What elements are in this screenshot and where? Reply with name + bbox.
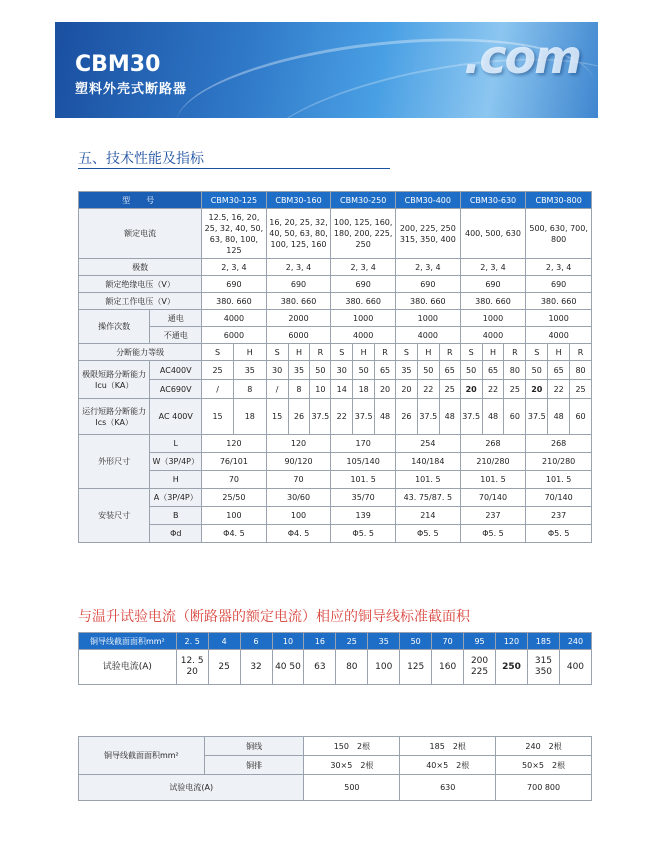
cell: 35 — [288, 361, 310, 380]
cell: R — [375, 344, 396, 361]
cell: 240 2根 — [496, 737, 592, 756]
header-model: CBM30-250 — [331, 192, 396, 209]
cell: 40×5 2根 — [400, 756, 496, 775]
section-title-underline — [78, 168, 390, 169]
spec-table — [78, 191, 592, 543]
cell: 4000 — [396, 327, 461, 344]
cell: S — [460, 344, 482, 361]
cell: 70/140 — [526, 489, 592, 507]
cell: / — [266, 380, 288, 399]
cell: 37.5 — [460, 399, 482, 435]
current-cell: 80 — [336, 650, 368, 685]
cell: 237 — [460, 507, 526, 525]
cell: 20 — [375, 380, 396, 399]
cell: 30 — [331, 361, 353, 380]
cell: H — [548, 344, 570, 361]
header-model-label: 型 号 — [79, 192, 202, 209]
cell: 60 — [570, 399, 592, 435]
current-cell: 200 225 — [464, 650, 496, 685]
area-cell: 70 — [432, 633, 464, 650]
busbar-current-row — [79, 775, 592, 801]
cell: 30 — [266, 361, 288, 380]
cell: 50 — [353, 361, 375, 380]
cell: 380. 660 — [526, 293, 592, 310]
cell: 100 — [266, 507, 331, 525]
cell: 200, 225, 250 315, 350, 400 — [396, 209, 461, 259]
cell: 380. 660 — [202, 293, 267, 310]
cell: 4000 — [526, 327, 592, 344]
mount-b-row — [79, 507, 592, 525]
cell: 500 — [304, 775, 400, 801]
cell: 70/140 — [460, 489, 526, 507]
cell: R — [504, 344, 526, 361]
cell: 500, 630, 700, 800 — [526, 209, 592, 259]
copper-area-table — [78, 632, 592, 685]
current-cell: 25 — [208, 650, 240, 685]
sub-label: B — [150, 507, 202, 525]
ics-row — [79, 399, 592, 435]
cell: 1000 — [526, 310, 592, 327]
cell: 22 — [482, 380, 504, 399]
cell: S — [266, 344, 288, 361]
cell: 380. 660 — [331, 293, 396, 310]
cell: 25 — [439, 380, 460, 399]
cell: 690 — [266, 276, 331, 293]
cell: 65 — [439, 361, 460, 380]
cell: 380. 660 — [460, 293, 526, 310]
row-label: 额定工作电压（V） — [79, 293, 202, 310]
current-cell: 40 50 — [272, 650, 304, 685]
cell: Φ5. 5 — [460, 525, 526, 543]
sub-label: L — [150, 435, 202, 453]
cell: 37.5 — [417, 399, 439, 435]
dim-l-row — [79, 435, 592, 453]
cell: 48 — [439, 399, 460, 435]
cell: 185 2根 — [400, 737, 496, 756]
header-banner — [55, 22, 598, 118]
cell: 100 — [202, 507, 267, 525]
sub-label: AC690V — [150, 380, 202, 399]
sub-label: A（3P/4P） — [150, 489, 202, 507]
cell: 25 — [202, 361, 234, 380]
current-cell: 160 — [432, 650, 464, 685]
cell: 80 — [504, 361, 526, 380]
product-subtitle: 塑料外壳式断路器 — [75, 82, 188, 97]
cell: 50 — [310, 361, 331, 380]
cell: 48 — [375, 399, 396, 435]
cell: 237 — [526, 507, 592, 525]
sub-label: H — [150, 471, 202, 489]
cell: H — [417, 344, 439, 361]
spec-header-row — [79, 192, 592, 209]
area-cell: 35 — [368, 633, 400, 650]
cell: 254 — [396, 435, 461, 453]
mount-d-row — [79, 525, 592, 543]
cell: 12.5, 16, 20, 25, 32, 40, 50, 63, 80, 100, 125 — [202, 209, 267, 259]
cell: 65 — [375, 361, 396, 380]
row-label: 极限短路分断能力Icu（KA） — [79, 361, 150, 399]
cell: H — [288, 344, 310, 361]
insulation-voltage-row — [79, 276, 592, 293]
cell: H — [233, 344, 266, 361]
cell: 214 — [396, 507, 461, 525]
cell: 268 — [460, 435, 526, 453]
cell: 4000 — [331, 327, 396, 344]
cell: 14 — [331, 380, 353, 399]
busbar-table — [78, 736, 592, 801]
cell: 25 — [504, 380, 526, 399]
cell: 120 — [202, 435, 267, 453]
cell: / — [202, 380, 234, 399]
cell: 700 800 — [496, 775, 592, 801]
cell: 26 — [396, 399, 418, 435]
busbar-area-label: 铜导线截面面积mm² — [79, 737, 205, 775]
operations-on-row — [79, 310, 592, 327]
cell: S — [526, 344, 548, 361]
section-title-copper: 与温升试验电流（断路器的额定电流）相应的铜导线标准截面积 — [78, 609, 470, 625]
cell: 25 — [570, 380, 592, 399]
cell: 2, 3, 4 — [266, 259, 331, 276]
cell: 50×5 2根 — [496, 756, 592, 775]
sub-label: 不通电 — [150, 327, 202, 344]
sub-label: Φd — [150, 525, 202, 543]
cell: 2000 — [266, 310, 331, 327]
current-cell: 125 — [400, 650, 432, 685]
area-cell: 50 — [400, 633, 432, 650]
row-label: 安装尺寸 — [79, 489, 150, 543]
cell: 630 — [400, 775, 496, 801]
current-cell: 100 — [368, 650, 400, 685]
row-label: 额定绝缘电压（V） — [79, 276, 202, 293]
header-model: CBM30-400 — [396, 192, 461, 209]
cell: 380. 660 — [396, 293, 461, 310]
cell: Φ5. 5 — [331, 525, 396, 543]
cell: 18 — [233, 399, 266, 435]
cell: 8 — [288, 380, 310, 399]
area-cell: 16 — [304, 633, 336, 650]
cell: S — [331, 344, 353, 361]
cell: 22 — [331, 399, 353, 435]
banner-logo-graphic: .com — [463, 30, 580, 84]
cell: 139 — [331, 507, 396, 525]
cell: 210/280 — [526, 453, 592, 471]
cell: H — [353, 344, 375, 361]
cell: 37.5 — [526, 399, 548, 435]
cell: 35 — [233, 361, 266, 380]
icu-ac690-row — [79, 380, 592, 399]
current-cell: 250 — [496, 650, 528, 685]
cell: 26 — [288, 399, 310, 435]
cell: S — [396, 344, 418, 361]
cell: 1000 — [331, 310, 396, 327]
cell: R — [310, 344, 331, 361]
cell: 690 — [526, 276, 592, 293]
mount-a-row — [79, 489, 592, 507]
cell: 101. 5 — [396, 471, 461, 489]
section-title-specs: 五、技术性能及指标 — [78, 151, 204, 167]
cell: 65 — [482, 361, 504, 380]
cell: 50 — [417, 361, 439, 380]
copper-current-row — [79, 650, 592, 685]
area-cell: 240 — [559, 633, 591, 650]
cell: 25/50 — [202, 489, 267, 507]
area-cell: 4 — [208, 633, 240, 650]
current-cell: 63 — [304, 650, 336, 685]
working-voltage-row — [79, 293, 592, 310]
cell: 690 — [396, 276, 461, 293]
cell: Φ4. 5 — [202, 525, 267, 543]
cell: 15 — [202, 399, 234, 435]
cell: 65 — [548, 361, 570, 380]
cell: 268 — [526, 435, 592, 453]
cell: R — [570, 344, 592, 361]
cell: 1000 — [396, 310, 461, 327]
product-model: CBM30 — [75, 52, 161, 77]
sub-label: 铜线 — [204, 737, 304, 756]
rated-current-row — [79, 209, 592, 259]
area-cell: 10 — [272, 633, 304, 650]
cell: Φ4. 5 — [266, 525, 331, 543]
cell: 20 — [396, 380, 418, 399]
current-cell: 315 350 — [527, 650, 559, 685]
cell: 43. 75/87. 5 — [396, 489, 461, 507]
breaking-level-row — [79, 344, 592, 361]
cell: 1000 — [460, 310, 526, 327]
cell: 4000 — [460, 327, 526, 344]
row-label: 运行短路分断能力Ics（KA） — [79, 399, 150, 435]
dim-w-row — [79, 453, 592, 471]
area-cell: 25 — [336, 633, 368, 650]
cell: 20 — [460, 380, 482, 399]
cell: 6000 — [266, 327, 331, 344]
cell: 15 — [266, 399, 288, 435]
sub-label: AC400V — [150, 361, 202, 380]
cell: 22 — [548, 380, 570, 399]
cell: 2, 3, 4 — [396, 259, 461, 276]
cell: 10 — [310, 380, 331, 399]
cell: 22 — [417, 380, 439, 399]
cell: 37.5 — [353, 399, 375, 435]
cell: 4000 — [202, 310, 267, 327]
cell: 170 — [331, 435, 396, 453]
cell: 30×5 2根 — [304, 756, 400, 775]
cell: 140/184 — [396, 453, 461, 471]
cell: 50 — [526, 361, 548, 380]
cell: 101. 5 — [460, 471, 526, 489]
copper-area-row — [79, 633, 592, 650]
cell: H — [482, 344, 504, 361]
header-model: CBM30-630 — [460, 192, 526, 209]
area-cell: 2. 5 — [176, 633, 208, 650]
area-cell: 6 — [240, 633, 272, 650]
cell: 210/280 — [460, 453, 526, 471]
header-model: CBM30-160 — [266, 192, 331, 209]
row-label: 分断能力等级 — [79, 344, 202, 361]
cell: 48 — [548, 399, 570, 435]
icu-ac400-row — [79, 361, 592, 380]
cell: 76/101 — [202, 453, 267, 471]
copper-area-label: 铜导线截面面积mm² — [79, 633, 177, 650]
cell: 690 — [331, 276, 396, 293]
poles-row — [79, 259, 592, 276]
sub-label: AC 400V — [150, 399, 202, 435]
cell: 690 — [460, 276, 526, 293]
cell: 70 — [266, 471, 331, 489]
header-model: CBM30-800 — [526, 192, 592, 209]
cell: 60 — [504, 399, 526, 435]
row-label: 额定电流 — [79, 209, 202, 259]
current-cell: 32 — [240, 650, 272, 685]
cell: 2, 3, 4 — [460, 259, 526, 276]
cell: 48 — [482, 399, 504, 435]
area-cell: 185 — [527, 633, 559, 650]
cell: 150 2根 — [304, 737, 400, 756]
cell: Φ5. 5 — [396, 525, 461, 543]
sub-label: 铜排 — [204, 756, 304, 775]
cell: 105/140 — [331, 453, 396, 471]
operations-off-row — [79, 327, 592, 344]
area-cell: 95 — [464, 633, 496, 650]
cell: 101. 5 — [526, 471, 592, 489]
cell: 30/60 — [266, 489, 331, 507]
cell: R — [439, 344, 460, 361]
cell: 120 — [266, 435, 331, 453]
row-label: 外形尺寸 — [79, 435, 150, 489]
cell: 80 — [570, 361, 592, 380]
cell: 690 — [202, 276, 267, 293]
row-label: 极数 — [79, 259, 202, 276]
cell: 50 — [460, 361, 482, 380]
row-label: 操作次数 — [79, 310, 150, 344]
cell: 100, 125, 160, 180, 200, 225, 250 — [331, 209, 396, 259]
header-model: CBM30-125 — [202, 192, 267, 209]
copper-current-label: 试验电流(A) — [79, 650, 177, 685]
current-cell: 12. 5 20 — [176, 650, 208, 685]
area-cell: 120 — [496, 633, 528, 650]
cell: 400, 500, 630 — [460, 209, 526, 259]
cell: 6000 — [202, 327, 267, 344]
cell: 37.5 — [310, 399, 331, 435]
cell: 35 — [396, 361, 418, 380]
sub-label: W（3P/4P） — [150, 453, 202, 471]
cell: 380. 660 — [266, 293, 331, 310]
cell: Φ5. 5 — [526, 525, 592, 543]
cell: 90/120 — [266, 453, 331, 471]
cell: 101. 5 — [331, 471, 396, 489]
sub-label: 通电 — [150, 310, 202, 327]
cell: 2, 3, 4 — [202, 259, 267, 276]
cell: 2, 3, 4 — [331, 259, 396, 276]
cell: 2, 3, 4 — [526, 259, 592, 276]
dim-h-row — [79, 471, 592, 489]
cell: 70 — [202, 471, 267, 489]
cell: S — [202, 344, 234, 361]
cell: 35/70 — [331, 489, 396, 507]
cell: 16, 20, 25, 32, 40, 50, 63, 80, 100, 125, 160 — [266, 209, 331, 259]
busbar-current-label: 试验电流(A) — [79, 775, 304, 801]
busbar-wire-row — [79, 737, 592, 756]
cell: 18 — [353, 380, 375, 399]
cell: 8 — [233, 380, 266, 399]
current-cell: 400 — [559, 650, 591, 685]
cell: 20 — [526, 380, 548, 399]
